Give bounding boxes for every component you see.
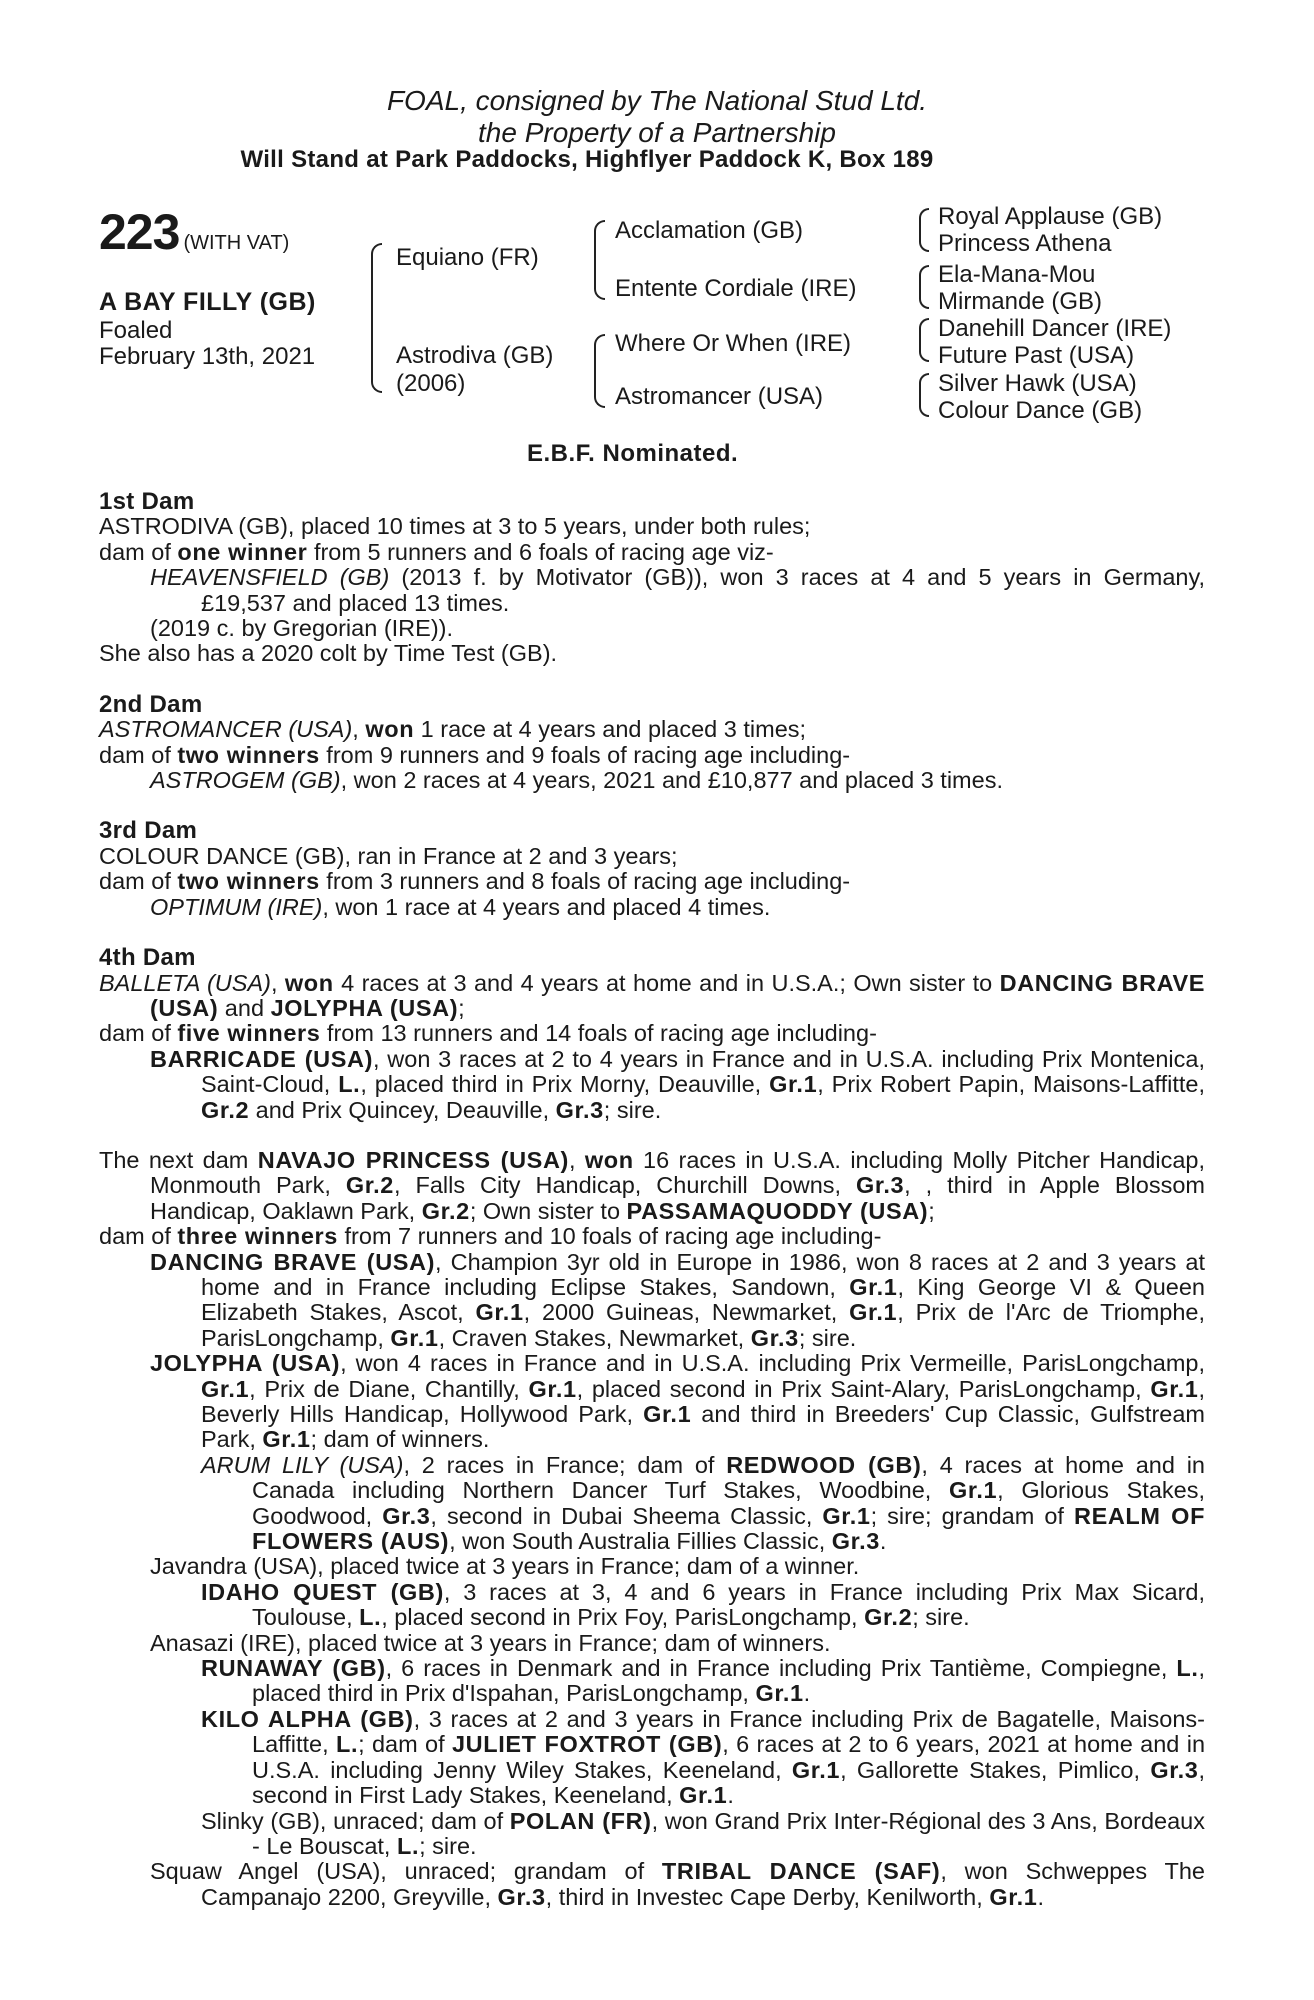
- dam-produce-line: dam of two winners from 3 runners and 8 foals of racing age including-: [99, 868, 851, 895]
- dam-line: ASTROMANCER (USA), won 1 race at 4 years and placed 3 times;: [99, 716, 807, 743]
- pedigree-brace-main: [371, 243, 382, 393]
- pedigree-brace-gd1: [919, 318, 929, 362]
- dam-line: COLOUR DANCE (GB), ran in France at 2 and 3 years;: [99, 842, 678, 869]
- next-dam-section: [99, 1148, 1205, 1910]
- dam-line: The next dam NAVAJO PRINCESS (USA), won 16 races in U.S.A. including Molly Pitcher Handicap, Monmouth Park, Gr.2, Falls City Handicap, Churchill Downs, Gr.3, , third in Apple Blossom Handicap, Oaklawn Park, Gr.2; Own sister to PASSAMAQUODDY (USA);: [99, 1146, 1205, 1224]
- catalogue-body: [99, 489, 1205, 1910]
- produce-entry: JOLYPHA (USA), won 4 races in France and in U.S.A. including Prix Vermeille, ParisLongchamp, Gr.1, Prix de Diane, Chantilly, Gr.1, placed second in Prix Saint-Alary, ParisLongchamp, Gr.1, Beverly Hills Handicap, Hollywood Park, Gr.1 and third in Breeders' Cup Classic, Gulfstream Park, Gr.1; dam of winners.: [150, 1350, 1206, 1453]
- great-grandparent-2: Princess Athena: [938, 230, 1112, 257]
- dam-line: BALLETA (USA), won 4 races at 3 and 4 years at home and in U.S.A.; Own sister to DANCING BRAVE (USA) and JOLYPHA (USA);: [99, 969, 1206, 1021]
- dam-line: ASTRODIVA (GB), placed 10 times at 3 to 5 years, under both rules;: [99, 513, 811, 540]
- produce-entry: (2019 c. by Gregorian (IRE)).: [150, 615, 453, 642]
- produce-entry: Anasazi (IRE), placed twice at 3 years in France; dam of winners.: [150, 1629, 831, 1656]
- great-grandparent-3: Ela-Mana-Mou: [938, 261, 1096, 288]
- section-heading: 4th Dam: [99, 944, 196, 972]
- produce-entry: ASTROGEM (GB), won 2 races at 4 years, 2021 and £10,877 and placed 3 times.: [150, 767, 1003, 794]
- foaled-label: Foaled: [99, 317, 173, 344]
- granddam-2: Astromancer (USA): [615, 383, 824, 410]
- dam-produce-line: dam of two winners from 9 runners and 9 foals of racing age including-: [99, 741, 851, 768]
- granddam-1: Entente Cordiale (IRE): [615, 275, 857, 302]
- section-heading: 2nd Dam: [99, 690, 203, 718]
- produce-entry: Squaw Angel (USA), unraced; grandam of TRIBAL DANCE (SAF), won Schweppes The Campanajo 2200, Greyville, Gr.3, third in Investec Cape Derby, Kenilworth, Gr.1.: [150, 1858, 1205, 1910]
- pedigree-brace-dam: [594, 334, 605, 408]
- great-grandparent-4: Mirmande (GB): [938, 288, 1103, 315]
- great-grandparent-8: Colour Dance (GB): [938, 397, 1143, 424]
- first-dam-section: [99, 489, 1205, 667]
- produce-entry: BARRICADE (USA), won 3 races at 2 to 4 years in France and in U.S.A. including Prix Montenica, Saint-Cloud, L., placed third in Prix Morny, Deauville, Gr.1, Prix Robert Papin, Maisons-Laffitte, Gr.2 and Prix Quincey, Deauville, Gr.3; sire.: [150, 1045, 1206, 1123]
- sire-name: Equiano (FR): [396, 244, 539, 271]
- great-grandparent-5: Danehill Dancer (IRE): [938, 315, 1172, 342]
- vat-label: (WITH VAT): [183, 232, 290, 254]
- grandsire-1: Acclamation (GB): [615, 217, 804, 244]
- produce-entry: Javandra (USA), placed twice at 3 years in France; dam of a winner.: [150, 1553, 860, 1580]
- ebf-status: E.B.F. Nominated.: [527, 440, 739, 467]
- produce-entry: HEAVENSFIELD (GB) (2013 f. by Motivator (GB)), won 3 races at 4 and 5 years in Germany, £19,537 and placed 13 times.: [150, 564, 1205, 616]
- section-heading: 1st Dam: [99, 488, 195, 515]
- lot-title: A BAY FILLY (GB): [99, 288, 316, 316]
- produce-note: She also has a 2020 colt by Time Test (GB).: [99, 640, 558, 667]
- produce-entry: KILO ALPHA (GB), 3 races at 2 and 3 years in France including Prix de Bagatelle, Maisons-Laffitte, L.; dam of JULIET FOXTROT (GB), 6 races at 2 to 6 years, 2021 at home and in U.S.A. including Jenny Wiley Stakes, Keeneland, Gr.1, Gallorette Stakes, Pimlico, Gr.3, second in First Lady Stakes, Keeneland, Gr.1.: [201, 1705, 1206, 1809]
- second-dam-section: [99, 692, 1205, 794]
- foaled-date: February 13th, 2021: [99, 343, 316, 370]
- produce-entry: Slinky (GB), unraced; dam of POLAN (FR), won Grand Prix Inter-Régional des 3 Ans, Bordeaux - Le Bouscat, L.; sire.: [201, 1807, 1205, 1859]
- pedigree-brace-gs2: [919, 265, 929, 309]
- grandsire-2: Where Or When (IRE): [615, 330, 852, 357]
- property-line: the Property of a Partnership: [478, 117, 836, 148]
- pedigree-brace-gd2: [919, 373, 929, 417]
- lot-number: 223: [99, 204, 180, 260]
- produce-entry: RUNAWAY (GB), 6 races in Denmark and in France including Prix Tantième, Compiegne, L., placed third in Prix d'Ispahan, ParisLongchamp, Gr.1.: [201, 1655, 1205, 1707]
- third-dam-section: [99, 818, 1205, 920]
- dam-year: (2006): [396, 370, 466, 397]
- produce-entry: IDAHO QUEST (GB), 3 races at 3, 4 and 6 years in France including Prix Max Sicard, Toulouse, L., placed second in Prix Foy, ParisLongchamp, Gr.2; sire.: [201, 1578, 1205, 1631]
- produce-entry: OPTIMUM (IRE), won 1 race at 4 years and placed 4 times.: [150, 893, 771, 920]
- produce-entry: ARUM LILY (USA), 2 races in France; dam of REDWOOD (GB), 4 races at home and in Canada including Northern Dancer Turf Stakes, Woodbine, Gr.1, Glorious Stakes, Goodwood, Gr.3, second in Dubai Sheema Classic, Gr.1; sire; grandam of REALM OF FLOWERS (AUS), won South Australia Fillies Classic, Gr.3.: [201, 1451, 1206, 1555]
- dam-name: Astrodiva (GB): [396, 342, 554, 369]
- fourth-dam-section: [99, 945, 1205, 1123]
- section-heading: 3rd Dam: [99, 817, 198, 845]
- dam-produce-line: dam of three winners from 7 runners and 10 foals of racing age including-: [99, 1223, 882, 1250]
- consignor-line: FOAL, consigned by The National Stud Ltd.: [386, 85, 928, 116]
- dam-produce-line: dam of five winners from 13 runners and 14 foals of racing age including-: [99, 1020, 877, 1047]
- stand-location: Will Stand at Park Paddocks, Highflyer Paddock K, Box 189: [240, 146, 934, 173]
- great-grandparent-1: Royal Applause (GB): [938, 203, 1163, 230]
- pedigree-brace-gs1: [919, 208, 929, 252]
- great-grandparent-6: Future Past (USA): [938, 342, 1135, 369]
- produce-entry: DANCING BRAVE (USA), Champion 3yr old in Europe in 1986, won 8 races at 2 and 3 years at home and in France including Eclipse Stakes, Sandown, Gr.1, King George VI & Queen Elizabeth Stakes, Ascot, Gr.1, 2000 Guineas, Newmarket, Gr.1, Prix de l'Arc de Triomphe, ParisLongchamp, Gr.1, Craven Stakes, Newmarket, Gr.3; sire.: [150, 1248, 1206, 1351]
- lot-number-block: [99, 203, 289, 261]
- dam-produce-line: dam of one winner from 5 runners and 6 foals of racing age viz-: [99, 538, 774, 565]
- pedigree-brace-sire: [594, 220, 605, 300]
- great-grandparent-7: Silver Hawk (USA): [938, 370, 1137, 397]
